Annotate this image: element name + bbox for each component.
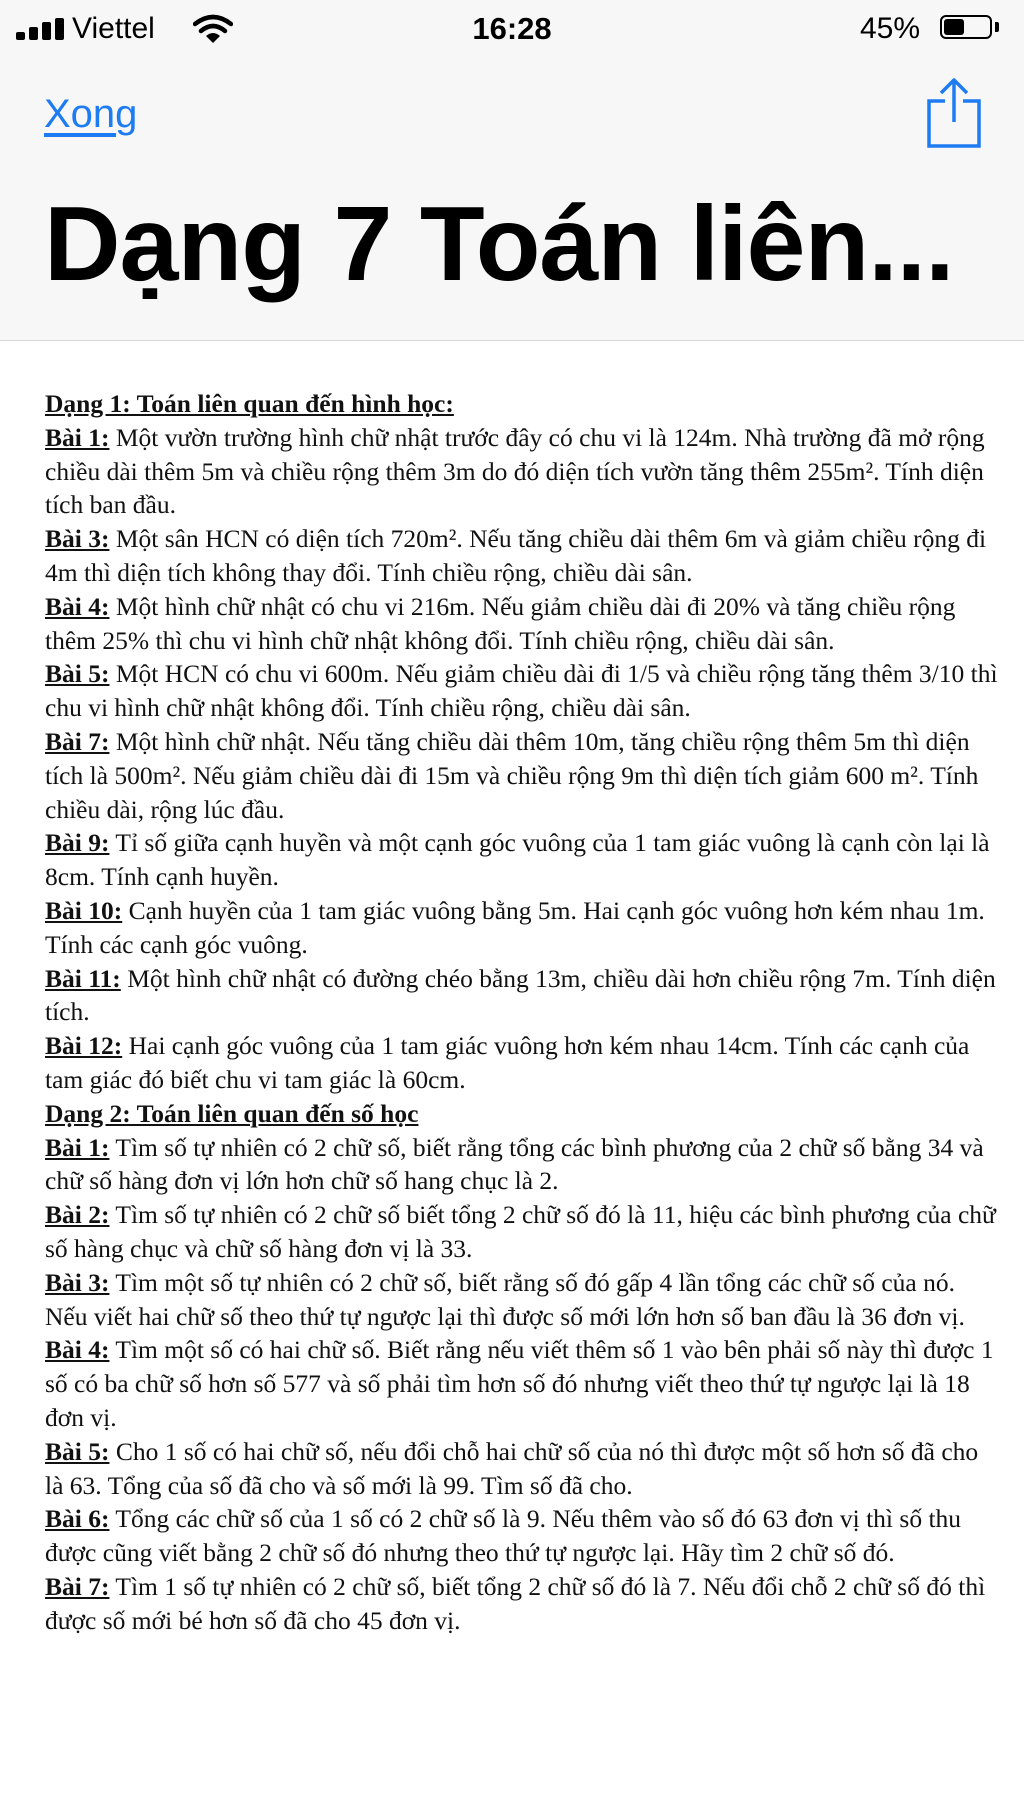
exercise-item <box>45 1435 1000 1503</box>
exercise-label: Bài 1: <box>45 1132 110 1162</box>
exercise-label: Bài 4: <box>45 591 110 621</box>
exercise-item <box>45 1131 1000 1199</box>
exercise-text: Một HCN có chu vi 600m. Nếu giảm chiều dài đi 1/5 và chiều rộng tăng thêm 3/10 thì chu vi hình chữ nhật không đổi. Tính chiều rộng, chiều dài sân. <box>45 659 998 723</box>
exercise-item <box>45 1198 1000 1266</box>
share-icon[interactable] <box>925 76 983 150</box>
exercise-item <box>45 826 1000 894</box>
carrier-name: Viettel <box>72 12 155 45</box>
exercise-item <box>45 725 1000 826</box>
battery-cap <box>995 22 999 32</box>
exercise-label: Bài 7: <box>45 1571 110 1601</box>
exercise-label: Bài 12: <box>45 1031 123 1061</box>
section-heading-arithmetic: Dạng 2: Toán liên quan đến số học <box>45 1098 419 1128</box>
exercise-item <box>45 590 1000 658</box>
exercise-label: Bài 9: <box>45 828 110 858</box>
battery-icon <box>940 15 992 39</box>
exercise-label: Bài 3: <box>45 1267 110 1297</box>
exercise-text: Một hình chữ nhật. Nếu tăng chiều dài thêm 10m, tăng chiều rộng thêm 5m thì diện tích là 500m². Nếu giảm chiều dài đi 15m và chiều rộng 9m thì diện tích giảm 600 m². Tính chiều dài, rộng lúc đầu. <box>45 726 979 824</box>
document-viewer[interactable] <box>0 341 1024 1820</box>
exercise-label: Bài 3: <box>45 524 110 554</box>
exercise-item <box>45 1266 1000 1334</box>
exercise-label: Bài 7: <box>45 726 110 756</box>
exercise-item <box>45 421 1000 522</box>
exercise-text: Cạnh huyền của 1 tam giác vuông bằng 5m. Hai cạnh góc vuông hơn kém nhau 1m. Tính các cạnh góc vuông. <box>45 895 985 959</box>
exercise-item <box>45 1333 1000 1434</box>
exercise-text: Tìm một số có hai chữ số. Biết rằng nếu viết thêm số 1 vào bên phải số này thì được 1 số có ba chữ số hơn số 577 và số phải tìm hơn số đó nhưng viết theo thứ tự ngược lại là 18 đơn vị. <box>45 1335 994 1432</box>
status-bar <box>0 0 1024 56</box>
document-content <box>45 387 1000 1637</box>
page-title: Dạng 7 Toán liên... <box>44 185 954 303</box>
exercise-label: Bài 1: <box>45 422 110 452</box>
exercise-text: Tỉ số giữa cạnh huyền và một cạnh góc vuông của 1 tam giác vuông là cạnh còn lại là 8cm. Tính cạnh huyền. <box>45 828 990 892</box>
section-heading-geometry: Dạng 1: Toán liên quan đến hình học: <box>45 389 454 418</box>
exercise-text: Một hình chữ nhật có đường chéo bằng 13m, chiều dài hơn chiều rộng 7m. Tính diện tích. <box>45 963 996 1027</box>
navigation-bar <box>0 56 1024 341</box>
exercise-text: Một hình chữ nhật có chu vi 216m. Nếu giảm chiều dài đi 20% và tăng chiều rộng thêm 25% thì chu vi hình chữ nhật không đổi. Tính chiều rộng, chiều dài sân. <box>45 591 956 655</box>
exercise-item <box>45 1570 1000 1638</box>
exercise-item <box>45 657 1000 725</box>
exercise-label: Bài 6: <box>45 1504 110 1534</box>
exercise-text: Tìm một số tự nhiên có 2 chữ số, biết rằng số đó gấp 4 lần tổng các chữ số của nó. Nếu viết hai chữ số theo thứ tự ngược lại thì được số mới lớn hơn số ban đầu là 36 đơn vị. <box>45 1267 965 1331</box>
exercise-item <box>45 522 1000 590</box>
exercise-text: Tổng các chữ số của 1 số có 2 chữ số là 9. Nếu thêm vào số đó 63 đơn vị thì số thu được cũng viết bằng 2 chữ số đó nhưng theo thứ tự ngược lại. Hãy tìm 2 chữ số đó. <box>45 1504 962 1568</box>
exercise-text: Tìm số tự nhiên có 2 chữ số biết tổng 2 chữ số đó là 11, hiệu các bình phương của chữ số hàng chục và chữ số hàng đơn vị là 33. <box>45 1200 996 1263</box>
exercise-text: Cho 1 số có hai chữ số, nếu đổi chỗ hai chữ số của nó thì được một số hơn số đã cho là 63. Tổng của số đã cho và số mới là 99. Tìm số đã cho. <box>45 1436 979 1500</box>
exercise-label: Bài 10: <box>45 895 123 925</box>
exercise-text: Tìm 1 số tự nhiên có 2 chữ số, biết tổng 2 chữ số đó là 7. Nếu đổi chỗ 2 chữ số đó thì được số mới bé hơn số đã cho 45 đơn vị. <box>45 1571 986 1635</box>
exercise-label: Bài 5: <box>45 1436 110 1466</box>
exercise-text: Một vườn trường hình chữ nhật trước đây có chu vi là 124m. Nhà trường đã mở rộng chiều dài thêm 5m và chiều rộng thêm 3m do đó diện tích vườn tăng thêm 255m². Tính diện tích ban đầu. <box>45 422 985 520</box>
exercise-label: Bài 11: <box>45 963 121 993</box>
status-time: 16:28 <box>472 11 552 46</box>
battery-fill <box>944 19 964 35</box>
exercise-label: Bài 5: <box>45 659 110 689</box>
battery-percentage: 45% <box>860 12 921 45</box>
exercise-text: Một sân HCN có diện tích 720m². Nếu tăng chiều dài thêm 6m và giảm chiều rộng đi 4m thì diện tích không thay đổi. Tính chiều rộng, chiều dài sân. <box>45 524 987 587</box>
exercise-label: Bài 2: <box>45 1200 110 1230</box>
exercise-item <box>45 1502 1000 1570</box>
exercise-text: Hai cạnh góc vuông của 1 tam giác vuông hơn kém nhau 14cm. Tính các cạnh của tam giác đó biết chu vi tam giác là 60cm. <box>45 1031 970 1094</box>
done-button[interactable]: Xong <box>44 92 138 136</box>
exercise-item <box>45 894 1000 962</box>
exercise-item <box>45 1029 1000 1097</box>
exercise-text: Tìm số tự nhiên có 2 chữ số, biết rằng tổng các bình phương của 2 chữ số bằng 34 và chữ số hàng đơn vị lớn hơn chữ số hang chục là 2. <box>45 1132 984 1196</box>
exercise-label: Bài 4: <box>45 1335 110 1365</box>
exercise-item <box>45 962 1000 1030</box>
